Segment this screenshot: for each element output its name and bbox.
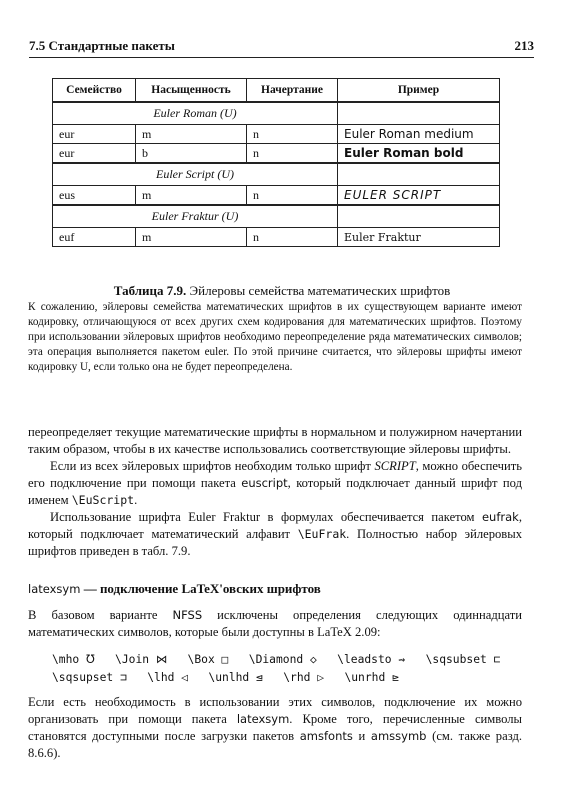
nfss-label: NFSS: [172, 608, 203, 622]
fraktur-sample: Euler Fraktur: [188, 510, 261, 524]
column-header: Насыщенность: [136, 79, 247, 103]
paragraph: Если из всех эйлеровых шрифтов необходим только шрифт SCRIPT, можно обеспечить его подключение при помощи пакета euscript, который подключает данный шрифт под именем \EuScript.: [28, 459, 522, 507]
series-cell: b: [136, 144, 247, 164]
table-row: [53, 125, 500, 144]
body-text: В базовом варианте NFSS исключены определения следующих одиннадцати математических символов, которые были доступны в LaTeX 2.09:: [28, 608, 522, 639]
symbols-list: [52, 651, 522, 687]
symbols-line: \sqsupset ⊐ \lhd ◁ \unlhd ⊴ \rhd ▷ \unrhd ⊵: [52, 671, 399, 684]
body-text: Если есть необходимость в использовании этих символов, подключение их можно организовать при помощи пакета latexsym. Кроме того, перечисленные символы становятся доступными после загрузки пакетов amsfonts и amssymb (см. также разд. 8.6.6).: [28, 695, 523, 760]
family-cell: eus: [53, 186, 136, 206]
table-row: [53, 144, 500, 164]
column-header: Начертание: [247, 79, 338, 103]
paragraph: Использование шрифта Euler Fraktur в формулах обеспечивается пакетом eufrak, который подключает математический алфавит \EuFrak. Полностью набор эйлеровых шрифтов приведен в табл. 7.9.: [28, 510, 522, 558]
family-cell: euf: [53, 228, 136, 247]
table-group-row: [53, 163, 500, 186]
package-name: amsfonts: [299, 729, 353, 743]
group-name: Euler Fraktur (U): [53, 205, 338, 228]
table-group-row: [53, 102, 500, 125]
group-name: Euler Roman (U): [53, 102, 338, 125]
shape-cell: n: [247, 125, 338, 144]
sample-cell: Euler Fraktur: [338, 228, 500, 247]
script-sample: SCRIPT: [374, 459, 416, 473]
family-cell: eur: [53, 144, 136, 164]
table-note: К сожалению, эйлеровы семейства математических шрифтов в их существующем варианте имеют кодировку, отличающуюся от всех других схем кодирования для математических шрифтов. Поэтому при использовании эйлеровых шрифтов необходимо переопределение ряда математических символов; эта операция выполняется пакетом euler. По этой причине считается, что эйлеровы шрифты имеют кодировку U, если только она не будет переопределена.: [28, 301, 522, 373]
command-name: \EuFrak: [297, 527, 347, 541]
page-number: 213: [514, 38, 534, 53]
table-header-row: [53, 79, 500, 103]
caption-text: Эйлеровы семейства математических шрифтов: [186, 283, 451, 298]
sample-cell: EULER SCRIPT: [338, 186, 500, 206]
euler-fonts-table: [52, 78, 500, 247]
table-caption: [0, 283, 564, 299]
body-text: [28, 424, 522, 560]
series-cell: m: [136, 186, 247, 206]
package-name: euscript: [241, 476, 288, 490]
group-name: Euler Script (U): [53, 163, 338, 186]
table-row: [53, 228, 500, 247]
section-title: 7.5 Стандартные пакеты: [29, 38, 175, 53]
family-cell: eur: [53, 125, 136, 144]
table-group-row: [53, 205, 500, 228]
column-header: Семейство: [53, 79, 136, 103]
shape-cell: n: [247, 228, 338, 247]
subsection-heading: latexsym — подключение LaTeX'овских шрифтов: [28, 581, 321, 596]
series-cell: m: [136, 125, 247, 144]
table-row: [53, 186, 500, 206]
sample-cell: Euler Roman medium: [338, 125, 500, 144]
package-name: eufrak: [481, 510, 519, 524]
shape-cell: n: [247, 186, 338, 206]
symbols-line: \mho ℧ \Join ⋈ \Box □ \Diamond ◇ \leadsto ⇝ \sqsubset ⊏: [52, 653, 501, 666]
sample-cell: Euler Roman bold: [338, 144, 500, 164]
column-header: Пример: [338, 79, 500, 103]
series-cell: m: [136, 228, 247, 247]
package-name: amssymb: [370, 729, 427, 743]
package-name: latexsym: [28, 582, 81, 596]
command-name: \EuScript: [71, 493, 135, 507]
shape-cell: n: [247, 144, 338, 164]
running-head: [29, 38, 534, 56]
caption-label: Таблица 7.9.: [113, 283, 187, 298]
paragraph: переопределяет текущие математические шрифты в нормальном и полужирном начертании таким образом, чтобы в их качестве использовались соответствующие эйлеровы шрифты.: [28, 425, 522, 456]
header-rule: [29, 57, 534, 58]
package-name: latexsym: [236, 712, 290, 726]
